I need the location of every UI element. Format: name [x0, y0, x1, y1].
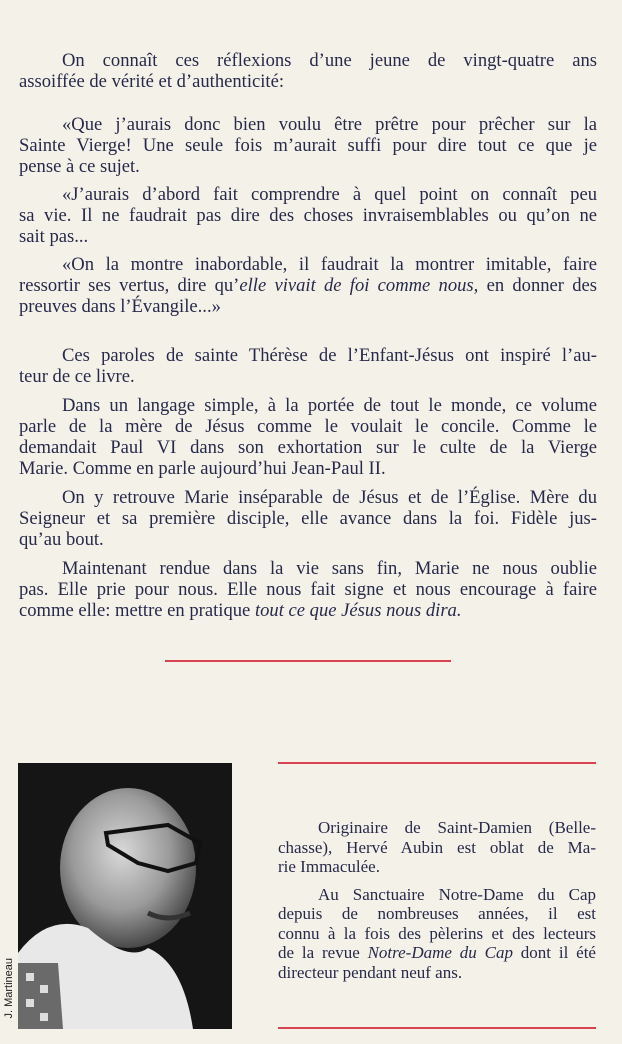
text-run: teur de ce livre.: [19, 366, 135, 387]
text-line: [19, 366, 597, 387]
text-line: [278, 857, 596, 877]
text-run: pas. Elle prie pour nous. Elle nous fait signe et nous encourage à faire: [19, 579, 597, 600]
text-run: demandait Paul VI dans son exhortation sur le culte de la Vierge: [19, 437, 597, 458]
italic-text: elle vivait de foi comme nous,: [239, 275, 479, 296]
text-run: ressortir ses vertus, dire qu’: [19, 275, 240, 296]
quote-paragraph: [19, 184, 597, 247]
bio-paragraph: [278, 885, 596, 983]
text-run: en donner des: [478, 275, 598, 296]
text-line: [19, 50, 597, 71]
text-run: Sainte Vierge! Une seule fois m’aurait suffi pour dire tout ce que je: [19, 135, 597, 156]
text-line: [19, 114, 597, 135]
text-run: Dans un langage simple, à la portée de tout le monde, ce volume: [62, 395, 597, 416]
text-line: [278, 818, 596, 838]
text-run: «Que j’aurais donc bien voulu être prêtre pour prêcher sur la: [62, 114, 597, 135]
italic-text: Notre-Dame du Cap: [367, 943, 513, 962]
text-run: de la revue: [278, 943, 368, 962]
text-run: pense à ce sujet.: [19, 156, 140, 177]
text-run: depuis de nombreuses années, il est: [278, 904, 596, 923]
text-run: sait pas...: [19, 226, 89, 247]
description-paragraph: [19, 487, 597, 550]
text-line: [19, 135, 597, 156]
text-line: [19, 437, 597, 458]
text-run: Originaire de Saint-Damien (Belle-: [318, 818, 596, 837]
text-run: Seigneur et sa première disciple, elle avance dans la foi. Fidèle jus-: [19, 508, 597, 529]
text-run: «On la montre inabordable, il faudrait la montrer imitable, faire: [62, 254, 597, 275]
description-paragraph: [19, 558, 597, 621]
text-line: [19, 487, 597, 508]
text-run: Au Sanctuaire Notre-Dame du Cap: [318, 884, 596, 904]
text-line: [19, 275, 597, 296]
text-line: [278, 943, 596, 963]
author-portrait-image: [18, 763, 232, 1029]
text-run: comme elle: mettre en pratique: [19, 600, 255, 621]
text-line: [19, 579, 597, 600]
text-run: sa vie. Il ne faudrait pas dire des choses invraisemblables ou qu’on ne: [19, 205, 597, 226]
text-run: assoiffée de vérité et d’authenticité:: [19, 71, 285, 92]
text-line: [19, 508, 597, 529]
text-line: [278, 904, 596, 924]
text-line: [19, 184, 597, 205]
text-run: rie Immaculée.: [278, 857, 380, 876]
text-run: chasse), Hervé Aubin est oblat de Ma-: [278, 837, 596, 857]
text-run: directeur pendant neuf ans.: [278, 962, 463, 982]
text-line: [19, 395, 597, 416]
quote-paragraph: [19, 254, 597, 317]
text-line: [19, 296, 597, 317]
description-paragraph: [19, 395, 597, 479]
text-run: parle de la mère de Jésus comme le voulait le concile. Comme le: [19, 416, 597, 437]
text-line: [278, 924, 596, 944]
text-line: [19, 416, 597, 437]
author-bio: [278, 818, 596, 982]
intro-paragraph: [19, 50, 597, 92]
text-run: Ces paroles de sainte Thérèse de l’Enfant-Jésus ont inspiré l’au-: [62, 345, 597, 366]
text-line: [19, 600, 597, 621]
italic-text: tout ce que Jésus nous dira.: [254, 600, 462, 621]
text-line: [19, 205, 597, 226]
text-line: [19, 254, 597, 275]
text-line: [19, 529, 597, 550]
bio-paragraph: [278, 818, 596, 877]
text-line: [19, 156, 597, 177]
text-run: connu à la fois des pèlerins et des lecteurs: [278, 923, 596, 943]
text-line: [19, 458, 597, 479]
divider-rule: [165, 660, 451, 662]
text-run: On y retrouve Marie inséparable de Jésus et de l’Église. Mère du: [62, 487, 597, 508]
text-line: [19, 558, 597, 579]
text-run: preuves dans l’Évangile...»: [19, 296, 221, 317]
text-run: «J’aurais d’abord fait comprendre à quel point on connaît peu: [62, 184, 597, 205]
text-run: dont il été: [512, 943, 596, 962]
back-cover-text: [19, 50, 597, 621]
text-run: Maintenant rendue dans la vie sans fin, Marie ne nous oublie: [62, 558, 597, 579]
divider-rule: [278, 762, 596, 764]
text-line: [19, 71, 597, 92]
text-line: [278, 885, 596, 905]
text-line: [19, 226, 597, 247]
quote-paragraph: [19, 114, 597, 177]
description-paragraph: [19, 345, 597, 387]
text-line: [278, 963, 596, 983]
text-run: On connaît ces réflexions d’une jeune de vingt-quatre ans: [62, 50, 597, 71]
photo-credit: J. Martineau: [3, 958, 15, 1019]
text-run: qu’au bout.: [19, 529, 104, 550]
author-photo: [18, 763, 232, 1029]
text-run: Marie. Comme en parle aujourd’hui Jean-Paul II.: [19, 458, 386, 479]
divider-rule: [278, 1027, 596, 1029]
text-line: [19, 345, 597, 366]
text-line: [278, 838, 596, 858]
